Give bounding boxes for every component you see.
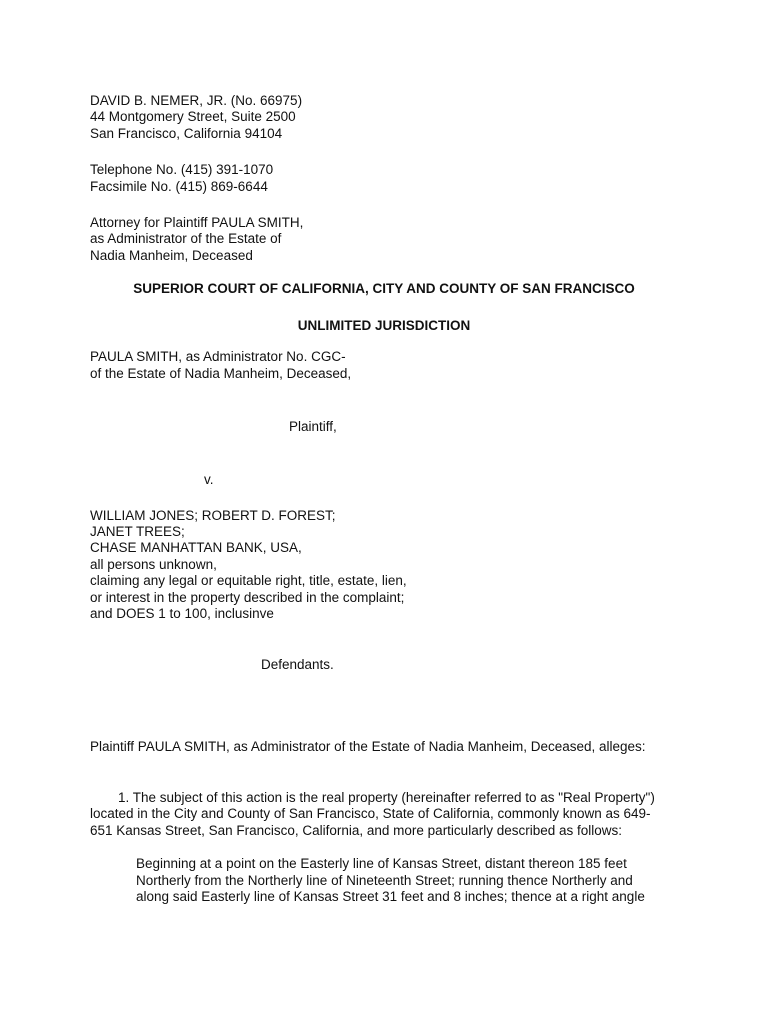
attorney-role-line1: Attorney for Plaintiff PAULA SMITH, <box>90 215 304 230</box>
defendant-line: CHASE MANHATTAN BANK, USA, <box>90 540 302 555</box>
plaintiff-line1: PAULA SMITH, as Administrator No. CGC- <box>90 349 346 364</box>
defendant-line: WILLIAM JONES; ROBERT D. FOREST; <box>90 508 336 523</box>
defendants-label: Defendants. <box>261 657 334 672</box>
attorney-role-line3: Nadia Manheim, Deceased <box>90 248 253 263</box>
plaintiff-line2: of the Estate of Nadia Manheim, Deceased, <box>90 366 352 381</box>
paragraph-line: 651 Kansas Street, San Francisco, California, and more particularly described as follows: <box>90 823 623 838</box>
plaintiff-label: Plaintiff, <box>289 419 337 434</box>
legal-description-line: Beginning at a point on the Easterly line of Kansas Street, distant thereon 185 feet <box>136 856 627 871</box>
legal-description-line: Northerly from the Northerly line of Nineteenth Street; running thence Northerly and <box>136 873 633 888</box>
attorney-address-line1: 44 Montgomery Street, Suite 2500 <box>90 109 296 124</box>
attorney-facsimile: Facsimile No. (415) 869-6644 <box>90 179 268 194</box>
legal-description-line: along said Easterly line of Kansas Street 31 feet and 8 inches; thence at a right angle <box>136 889 645 904</box>
attorney-name: DAVID B. NEMER, JR. (No. 66975) <box>90 93 303 108</box>
attorney-address-line2: San Francisco, California 94104 <box>90 126 283 141</box>
attorney-telephone: Telephone No. (415) 391-1070 <box>90 162 274 177</box>
intro-allegation: Plaintiff PAULA SMITH, as Administrator of the Estate of Nadia Manheim, Deceased, alleges: <box>90 739 646 754</box>
court-jurisdiction: UNLIMITED JURISDICTION <box>297 318 471 333</box>
paragraph-line: located in the City and County of San Francisco, State of California, commonly known as 649- <box>90 806 651 821</box>
defendant-line: JANET TREES; <box>90 524 185 539</box>
attorney-role-line2: as Administrator of the Estate of <box>90 231 282 246</box>
court-name: SUPERIOR COURT OF CALIFORNIA, CITY AND COUNTY OF SAN FRANCISCO <box>133 281 635 296</box>
defendant-line: or interest in the property described in the complaint; <box>90 590 405 605</box>
defendant-line: claiming any legal or equitable right, title, estate, lien, <box>90 573 407 588</box>
versus-label: v. <box>204 472 214 487</box>
paragraph-line: 1. The subject of this action is the real property (hereinafter referred to as "Real Property") <box>118 790 655 805</box>
defendant-line: and DOES 1 to 100, inclusinve <box>90 606 274 621</box>
defendant-line: all persons unknown, <box>90 557 217 572</box>
